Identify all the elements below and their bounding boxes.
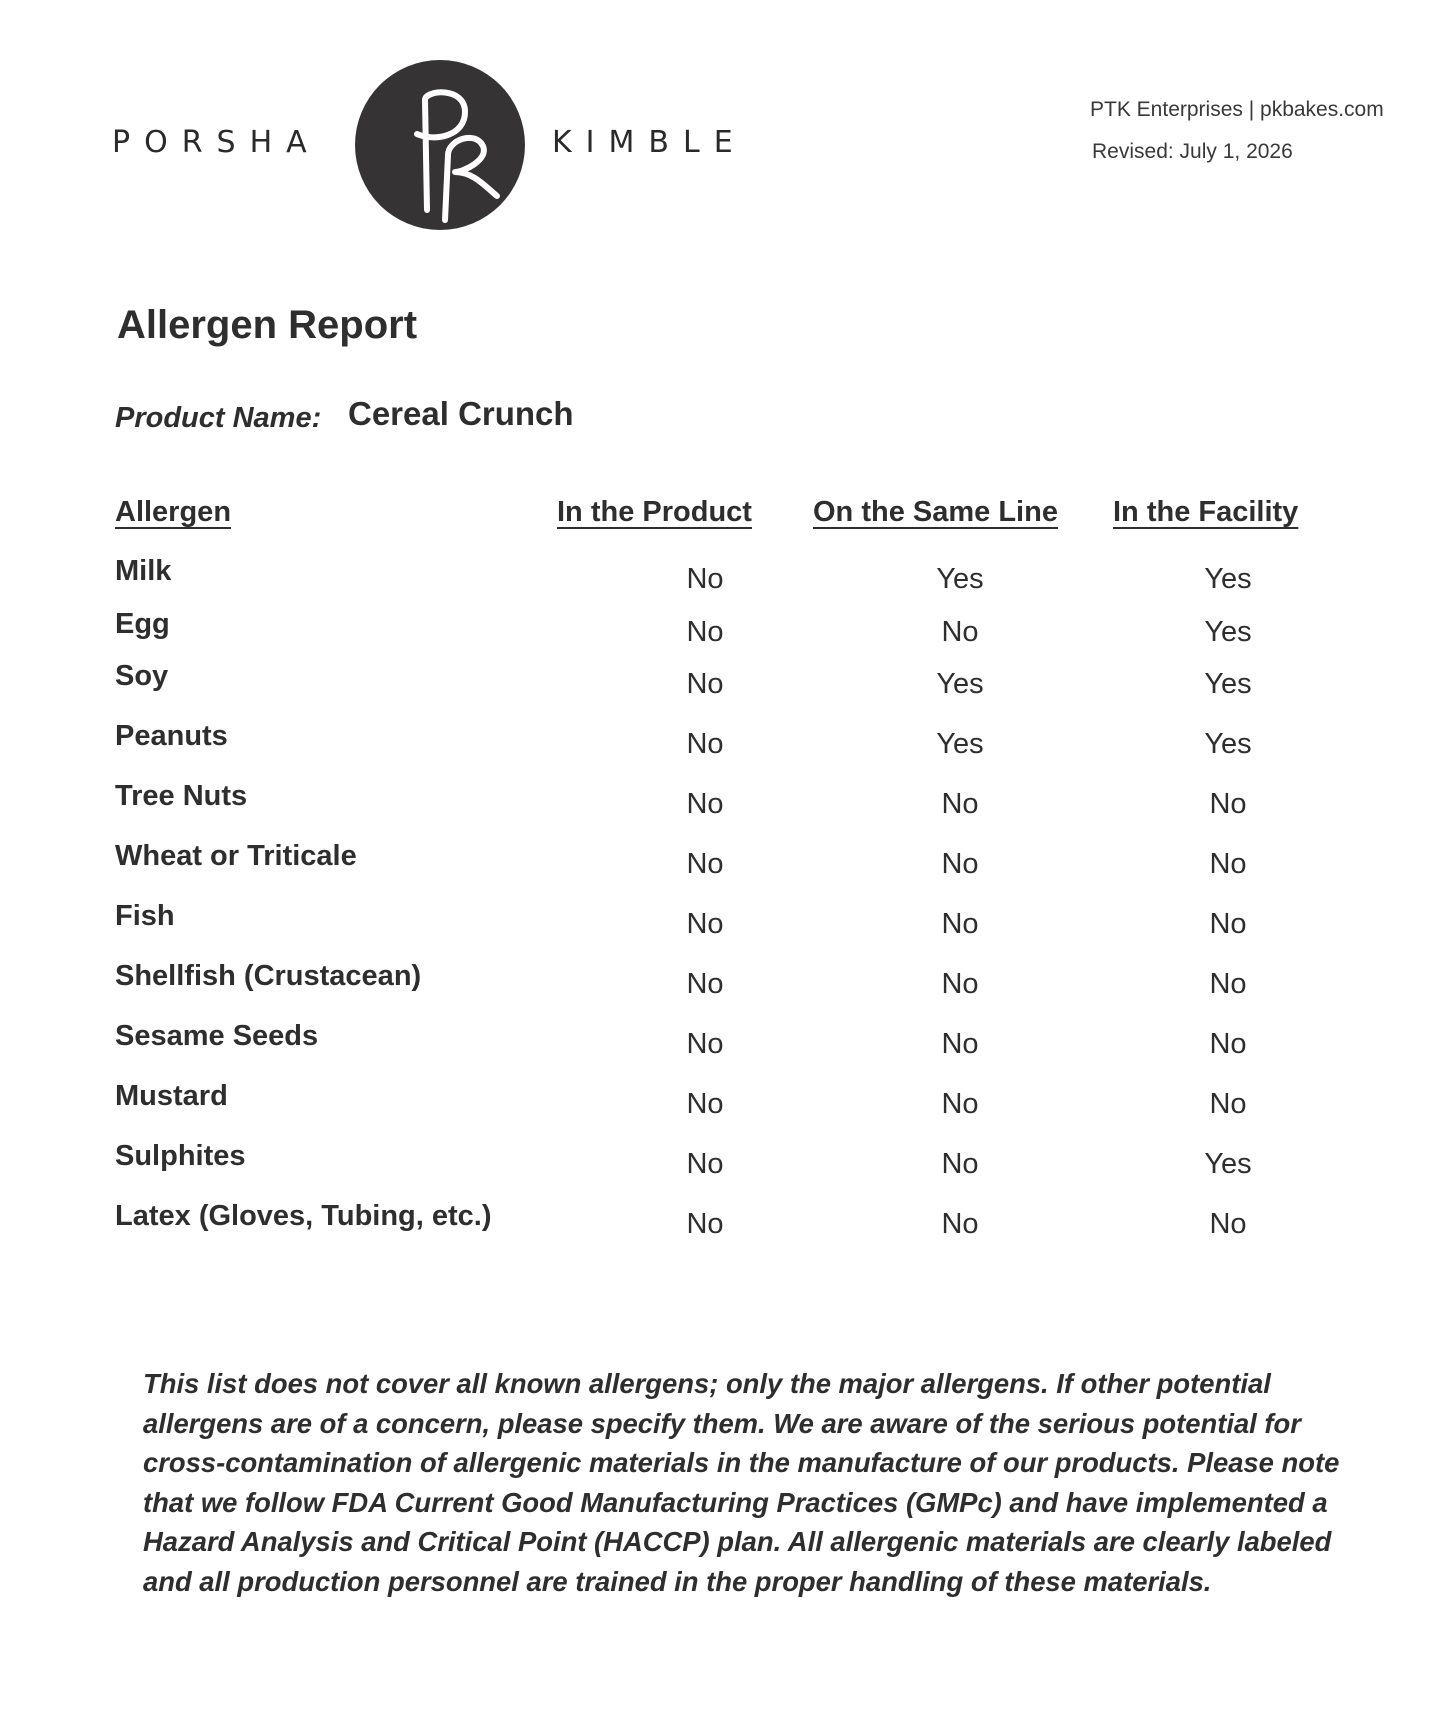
table-row [0,778,1445,834]
table-row [0,606,1445,662]
in-facility-value: No [1209,848,1247,880]
allergen-name: Wheat or Triticale [115,840,357,872]
same-line-value: No [941,848,979,880]
same-line-value: Yes [936,728,984,760]
column-header-same-line: On the Same Line [813,496,1058,528]
in-facility-value: Yes [1204,668,1252,700]
in-product-value: No [686,848,724,880]
company-info: PTK Enterprises | pkbakes.com [1090,98,1384,121]
same-line-value: Yes [936,668,984,700]
in-product-value: No [686,1208,724,1240]
table-row [0,1078,1445,1134]
page-title: Allergen Report [117,303,418,347]
table-row [0,898,1445,954]
in-product-value: No [686,1148,724,1180]
column-header-allergen: Allergen [115,496,232,528]
allergen-name: Peanuts [115,720,228,752]
allergen-name: Milk [115,555,172,587]
in-facility-value: Yes [1204,728,1252,760]
same-line-value: Yes [936,563,984,595]
same-line-value: No [941,1088,979,1120]
in-facility-value: No [1209,908,1247,940]
in-facility-value: No [1209,1028,1247,1060]
same-line-value: No [941,788,979,820]
in-facility-value: No [1209,1208,1247,1240]
in-product-value: No [686,788,724,820]
allergen-name: Latex (Gloves, Tubing, etc.) [115,1200,492,1232]
in-product-value: No [686,668,724,700]
allergen-name: Egg [115,608,170,640]
same-line-value: No [941,616,979,648]
column-header-in-product: In the Product [557,496,752,528]
column-header-in-facility: In the Facility [1113,496,1299,528]
allergen-name: Sulphites [115,1140,246,1172]
same-line-value: No [941,1208,979,1240]
same-line-value: No [941,968,979,1000]
product-name-value: Cereal Crunch [348,395,574,432]
in-facility-value: No [1209,788,1247,820]
logo-left-word: PORSHA [112,125,321,160]
allergen-name: Sesame Seeds [115,1020,319,1052]
allergen-name: Soy [115,660,169,692]
in-product-value: No [686,616,724,648]
in-facility-value: No [1209,968,1247,1000]
allergen-name: Tree Nuts [115,780,248,812]
table-row [0,1138,1445,1194]
in-facility-value: Yes [1204,563,1252,595]
table-row [0,958,1445,1014]
product-name-label: Product Name: [115,402,322,434]
same-line-value: No [941,1028,979,1060]
in-product-value: No [686,1088,724,1120]
in-product-value: No [686,1028,724,1060]
table-row [0,718,1445,774]
allergen-name: Fish [115,900,175,932]
disclaimer-text: This list does not cover all known allergens; only the major allergens. If other potential allergens are of a concern, please specify them. We are aware of the serious potential for cross-contamination of allergenic materials in the manufacture of our products. Please note that we follow FDA Current Good Manufacturing Practices (GMPc) and have implemented a Hazard Analysis and Critical Point (HACCP) plan. All allergenic materials are clearly labeled and all production personnel are trained in the proper handling of these materials. [143,1368,1340,1597]
allergen-name: Shellfish (Crustacean) [115,960,422,992]
table-row [0,838,1445,894]
in-facility-value: Yes [1204,1148,1252,1180]
revised-date: Revised: July 1, 2026 [1092,140,1293,163]
table-row [0,658,1445,714]
table-row [0,1018,1445,1074]
in-facility-value: Yes [1204,616,1252,648]
table-row [0,1198,1445,1254]
same-line-value: No [941,1148,979,1180]
allergen-name: Mustard [115,1080,228,1112]
same-line-value: No [941,908,979,940]
in-product-value: No [686,563,724,595]
in-product-value: No [686,968,724,1000]
table-row [0,553,1445,609]
in-facility-value: No [1209,1088,1247,1120]
logo-right-word: KIMBLE [552,125,747,160]
in-product-value: No [686,728,724,760]
in-product-value: No [686,908,724,940]
